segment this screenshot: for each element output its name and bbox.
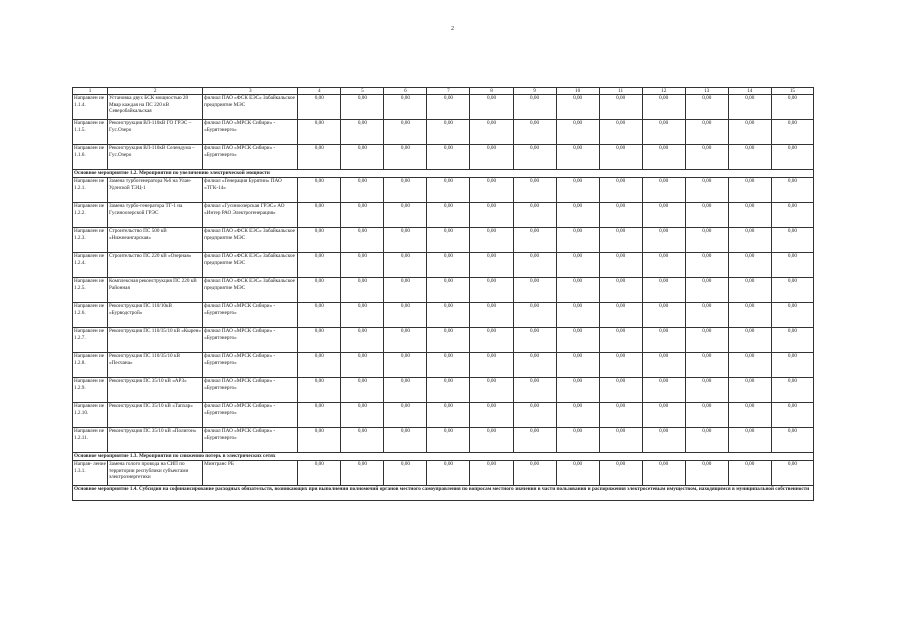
value-cell: 0,00 bbox=[470, 145, 513, 170]
section-row bbox=[73, 486, 814, 501]
value-cell: 0,00 bbox=[427, 120, 470, 145]
value-cell: 0,00 bbox=[642, 428, 685, 453]
header-cell: 14 bbox=[728, 88, 771, 95]
value-cell: 0,00 bbox=[642, 120, 685, 145]
value-cell: 0,00 bbox=[427, 403, 470, 428]
header-row bbox=[73, 88, 814, 95]
value-cell: 0,00 bbox=[556, 120, 599, 145]
executor: филиал ПАО «МРСК Сибири» - «Бурятэнерго» bbox=[203, 353, 298, 378]
header-cell: 11 bbox=[599, 88, 642, 95]
value-cell: 0,00 bbox=[685, 461, 728, 486]
value-cell: 0,00 bbox=[341, 378, 384, 403]
value-cell: 0,00 bbox=[470, 353, 513, 378]
measure-description: Замена турбогенератора №6 на Улан-Удэнской ТЭЦ-1 bbox=[108, 178, 203, 203]
section-row bbox=[73, 170, 814, 178]
value-cell: 0,00 bbox=[771, 253, 813, 278]
table-row bbox=[73, 428, 814, 453]
value-cell: 0,00 bbox=[427, 95, 470, 120]
value-cell: 0,00 bbox=[728, 228, 771, 253]
value-cell: 0,00 bbox=[298, 228, 341, 253]
value-cell: 0,00 bbox=[384, 278, 427, 303]
header-cell: 8 bbox=[470, 88, 513, 95]
value-cell: 0,00 bbox=[341, 353, 384, 378]
value-cell: 0,00 bbox=[771, 378, 813, 403]
value-cell: 0,00 bbox=[728, 120, 771, 145]
executor: филиал ПАО «МРСК Сибири» - «Бурятэнерго» bbox=[203, 378, 298, 403]
value-cell: 0,00 bbox=[513, 353, 556, 378]
value-cell: 0,00 bbox=[470, 228, 513, 253]
value-cell: 0,00 bbox=[642, 178, 685, 203]
value-cell: 0,00 bbox=[642, 353, 685, 378]
value-cell: 0,00 bbox=[298, 95, 341, 120]
executor: филиал ПАО «МРСК Сибири» - «Бурятэнерго» bbox=[203, 120, 298, 145]
value-cell: 0,00 bbox=[556, 403, 599, 428]
value-cell: 0,00 bbox=[771, 461, 813, 486]
value-cell: 0,00 bbox=[685, 120, 728, 145]
value-cell: 0,00 bbox=[384, 461, 427, 486]
value-cell: 0,00 bbox=[341, 428, 384, 453]
value-cell: 0,00 bbox=[384, 228, 427, 253]
value-cell: 0,00 bbox=[685, 95, 728, 120]
measure-description: Реконструкция ПС 35/10 кВ «АРЗ» bbox=[108, 378, 203, 403]
value-cell: 0,00 bbox=[427, 461, 470, 486]
value-cell: 0,00 bbox=[599, 178, 642, 203]
value-cell: 0,00 bbox=[599, 203, 642, 228]
value-cell: 0,00 bbox=[513, 145, 556, 170]
value-cell: 0,00 bbox=[685, 278, 728, 303]
value-cell: 0,00 bbox=[513, 228, 556, 253]
value-cell: 0,00 bbox=[298, 145, 341, 170]
value-cell: 0,00 bbox=[771, 303, 813, 328]
value-cell: 0,00 bbox=[771, 228, 813, 253]
value-cell: 0,00 bbox=[513, 253, 556, 278]
header-cell: 1 bbox=[73, 88, 108, 95]
value-cell: 0,00 bbox=[556, 178, 599, 203]
value-cell: 0,00 bbox=[556, 428, 599, 453]
value-cell: 0,00 bbox=[298, 178, 341, 203]
value-cell: 0,00 bbox=[728, 253, 771, 278]
measure-description: Строительство ПС 220 кВ «Озерная» bbox=[108, 253, 203, 278]
value-cell: 0,00 bbox=[685, 145, 728, 170]
value-cell: 0,00 bbox=[470, 403, 513, 428]
value-cell: 0,00 bbox=[470, 378, 513, 403]
section-title: Основное мероприятие 1.4. Субсидия на софинансирование расходных обязательств, возникающих при выполнении полномочий органов местного самоуправления по вопросам местного значения в части пользования и распоряжения электросетевым имуществом, находящимся в муниципальной собственности bbox=[73, 486, 814, 501]
value-cell: 0,00 bbox=[599, 353, 642, 378]
value-cell: 0,00 bbox=[771, 278, 813, 303]
measure-code: Направлен ие 1.1.6. bbox=[73, 145, 108, 170]
value-cell: 0,00 bbox=[298, 328, 341, 353]
value-cell: 0,00 bbox=[556, 303, 599, 328]
value-cell: 0,00 bbox=[771, 203, 813, 228]
executor: филиал ПАО «ФСК ЕЭС» Забайкальское предприятие МЭС bbox=[203, 228, 298, 253]
value-cell: 0,00 bbox=[384, 378, 427, 403]
value-cell: 0,00 bbox=[470, 461, 513, 486]
value-cell: 0,00 bbox=[599, 328, 642, 353]
value-cell: 0,00 bbox=[728, 353, 771, 378]
value-cell: 0,00 bbox=[470, 303, 513, 328]
executor: филиал ПАО «ФСК ЕЭС» Забайкальское предприятие МЭС bbox=[203, 278, 298, 303]
value-cell: 0,00 bbox=[470, 278, 513, 303]
value-cell: 0,00 bbox=[341, 120, 384, 145]
value-cell: 0,00 bbox=[341, 95, 384, 120]
value-cell: 0,00 bbox=[685, 203, 728, 228]
value-cell: 0,00 bbox=[556, 353, 599, 378]
header-cell: 10 bbox=[556, 88, 599, 95]
value-cell: 0,00 bbox=[298, 253, 341, 278]
measure-code: Направлен ие 1.2.4. bbox=[73, 253, 108, 278]
value-cell: 0,00 bbox=[685, 253, 728, 278]
value-cell: 0,00 bbox=[341, 278, 384, 303]
measure-code: Направлен ие 1.2.6. bbox=[73, 303, 108, 328]
value-cell: 0,00 bbox=[771, 428, 813, 453]
header-cell: 2 bbox=[108, 88, 203, 95]
value-cell: 0,00 bbox=[771, 145, 813, 170]
value-cell: 0,00 bbox=[771, 95, 813, 120]
section-title: Основное мероприятие 1.2. Мероприятия по увеличению электрической мощности bbox=[73, 170, 814, 178]
measure-description: Реконструкция ПС 110/10кВ «Бурводстрой» bbox=[108, 303, 203, 328]
value-cell: 0,00 bbox=[685, 353, 728, 378]
measure-code: Направлен ие 1.1.4. bbox=[73, 95, 108, 120]
value-cell: 0,00 bbox=[384, 328, 427, 353]
measure-description: Реконструкция ВЛ-110кВ Селендума – Гус.Озеро bbox=[108, 145, 203, 170]
measure-description: Строительство ПС 500 кВ «Нижнеангарская» bbox=[108, 228, 203, 253]
value-cell: 0,00 bbox=[556, 278, 599, 303]
value-cell: 0,00 bbox=[771, 120, 813, 145]
measure-description: Реконструкция ПС 110/35/10 кВ «Кырен» bbox=[108, 328, 203, 353]
value-cell: 0,00 bbox=[513, 378, 556, 403]
value-cell: 0,00 bbox=[642, 228, 685, 253]
value-cell: 0,00 bbox=[728, 328, 771, 353]
executor: филиал ПАО «ФСК ЕЭС» Забайкальское предприятие МЭС bbox=[203, 95, 298, 120]
value-cell: 0,00 bbox=[298, 203, 341, 228]
value-cell: 0,00 bbox=[298, 278, 341, 303]
value-cell: 0,00 bbox=[298, 428, 341, 453]
value-cell: 0,00 bbox=[470, 203, 513, 228]
value-cell: 0,00 bbox=[513, 120, 556, 145]
measure-description: Замена голого провода на СИП по территории республики субъектами электроэнергетики bbox=[108, 461, 203, 486]
table-row bbox=[73, 278, 814, 303]
value-cell: 0,00 bbox=[513, 203, 556, 228]
value-cell: 0,00 bbox=[599, 278, 642, 303]
executor: филиал «Гусиноозерская ГРЭС» АО «Интер РАО Электрогенерация» bbox=[203, 203, 298, 228]
measure-description: Реконструкция ВЛ-110кВ ГО ГРЭС – Гус.Озеро bbox=[108, 120, 203, 145]
header-cell: 15 bbox=[771, 88, 813, 95]
page-number: 2 bbox=[451, 26, 454, 32]
value-cell: 0,00 bbox=[685, 403, 728, 428]
table-row bbox=[73, 353, 814, 378]
measure-code: Направлен ие 1.1.5. bbox=[73, 120, 108, 145]
value-cell: 0,00 bbox=[341, 228, 384, 253]
table-row bbox=[73, 378, 814, 403]
value-cell: 0,00 bbox=[728, 461, 771, 486]
value-cell: 0,00 bbox=[685, 228, 728, 253]
value-cell: 0,00 bbox=[341, 203, 384, 228]
value-cell: 0,00 bbox=[728, 403, 771, 428]
measure-description: Реконструкция ПС 35/10 кВ «Полигон» bbox=[108, 428, 203, 453]
value-cell: 0,00 bbox=[384, 178, 427, 203]
section-title: Основное мероприятие 1.3. Мероприятия по снижению потерь в электрических сетях bbox=[73, 453, 814, 461]
value-cell: 0,00 bbox=[685, 328, 728, 353]
value-cell: 0,00 bbox=[771, 328, 813, 353]
value-cell: 0,00 bbox=[341, 303, 384, 328]
value-cell: 0,00 bbox=[384, 253, 427, 278]
measure-code: Направлен ие 1.2.9. bbox=[73, 378, 108, 403]
value-cell: 0,00 bbox=[384, 353, 427, 378]
measure-code: Направлен ие 1.2.1. bbox=[73, 178, 108, 203]
header-cell: 7 bbox=[427, 88, 470, 95]
value-cell: 0,00 bbox=[384, 120, 427, 145]
value-cell: 0,00 bbox=[470, 95, 513, 120]
value-cell: 0,00 bbox=[427, 203, 470, 228]
value-cell: 0,00 bbox=[728, 278, 771, 303]
value-cell: 0,00 bbox=[599, 303, 642, 328]
value-cell: 0,00 bbox=[427, 228, 470, 253]
value-cell: 0,00 bbox=[427, 278, 470, 303]
executor: филиал ПАО «МРСК Сибири» - «Бурятэнерго» bbox=[203, 428, 298, 453]
measure-code: Направлен ие 1.2.2. bbox=[73, 203, 108, 228]
table-row bbox=[73, 120, 814, 145]
table-row bbox=[73, 403, 814, 428]
executor: филиал ПАО «МРСК Сибири» - «Бурятэнерго» bbox=[203, 403, 298, 428]
value-cell: 0,00 bbox=[599, 95, 642, 120]
value-cell: 0,00 bbox=[599, 403, 642, 428]
value-cell: 0,00 bbox=[556, 145, 599, 170]
value-cell: 0,00 bbox=[513, 278, 556, 303]
measures-table bbox=[72, 87, 814, 501]
value-cell: 0,00 bbox=[341, 461, 384, 486]
value-cell: 0,00 bbox=[599, 428, 642, 453]
value-cell: 0,00 bbox=[642, 95, 685, 120]
table-row bbox=[73, 145, 814, 170]
value-cell: 0,00 bbox=[427, 145, 470, 170]
value-cell: 0,00 bbox=[298, 461, 341, 486]
value-cell: 0,00 bbox=[427, 178, 470, 203]
value-cell: 0,00 bbox=[298, 120, 341, 145]
value-cell: 0,00 bbox=[642, 461, 685, 486]
value-cell: 0,00 bbox=[513, 403, 556, 428]
value-cell: 0,00 bbox=[298, 303, 341, 328]
executor: филиал ПАО «МРСК Сибири» - «Бурятэнерго» bbox=[203, 303, 298, 328]
value-cell: 0,00 bbox=[642, 145, 685, 170]
header-cell: 5 bbox=[341, 88, 384, 95]
header-cell: 12 bbox=[642, 88, 685, 95]
value-cell: 0,00 bbox=[384, 145, 427, 170]
value-cell: 0,00 bbox=[556, 378, 599, 403]
value-cell: 0,00 bbox=[470, 120, 513, 145]
value-cell: 0,00 bbox=[427, 378, 470, 403]
value-cell: 0,00 bbox=[513, 461, 556, 486]
measure-description: Реконструкция ПС 110/35/10 кВ «Песчана» bbox=[108, 353, 203, 378]
value-cell: 0,00 bbox=[642, 403, 685, 428]
value-cell: 0,00 bbox=[384, 428, 427, 453]
table-row bbox=[73, 203, 814, 228]
value-cell: 0,00 bbox=[771, 353, 813, 378]
value-cell: 0,00 bbox=[642, 328, 685, 353]
section-row bbox=[73, 453, 814, 461]
value-cell: 0,00 bbox=[771, 178, 813, 203]
value-cell: 0,00 bbox=[341, 178, 384, 203]
value-cell: 0,00 bbox=[642, 203, 685, 228]
value-cell: 0,00 bbox=[427, 253, 470, 278]
measure-code: Направлен ие 1.2.7. bbox=[73, 328, 108, 353]
value-cell: 0,00 bbox=[642, 303, 685, 328]
value-cell: 0,00 bbox=[341, 145, 384, 170]
measure-code: Направлен ие 1.2.8. bbox=[73, 353, 108, 378]
measure-code: Направ- ление 1.3.1. bbox=[73, 461, 108, 486]
measure-description: Реконструкция ПС 35/10 кВ «Тапхар» bbox=[108, 403, 203, 428]
value-cell: 0,00 bbox=[642, 378, 685, 403]
executor: филиал «Генерация Бурятии» ПАО «ТГК-14» bbox=[203, 178, 298, 203]
executor: Минтранс РБ bbox=[203, 461, 298, 486]
value-cell: 0,00 bbox=[513, 328, 556, 353]
table-row bbox=[73, 228, 814, 253]
value-cell: 0,00 bbox=[599, 461, 642, 486]
header-cell: 3 bbox=[203, 88, 298, 95]
value-cell: 0,00 bbox=[513, 95, 556, 120]
value-cell: 0,00 bbox=[685, 303, 728, 328]
value-cell: 0,00 bbox=[384, 303, 427, 328]
value-cell: 0,00 bbox=[728, 428, 771, 453]
table-row bbox=[73, 328, 814, 353]
value-cell: 0,00 bbox=[384, 403, 427, 428]
executor: филиал ПАО «ФСК ЕЭС» Забайкальское предприятие МЭС bbox=[203, 253, 298, 278]
table-row bbox=[73, 95, 814, 120]
value-cell: 0,00 bbox=[341, 403, 384, 428]
table-row bbox=[73, 461, 814, 486]
value-cell: 0,00 bbox=[427, 303, 470, 328]
value-cell: 0,00 bbox=[728, 303, 771, 328]
value-cell: 0,00 bbox=[513, 428, 556, 453]
value-cell: 0,00 bbox=[599, 120, 642, 145]
table-row bbox=[73, 253, 814, 278]
measure-description: Комплексная реконструкция ПС 220 кВ Районная bbox=[108, 278, 203, 303]
value-cell: 0,00 bbox=[298, 353, 341, 378]
value-cell: 0,00 bbox=[685, 428, 728, 453]
value-cell: 0,00 bbox=[427, 328, 470, 353]
value-cell: 0,00 bbox=[556, 228, 599, 253]
value-cell: 0,00 bbox=[427, 428, 470, 453]
value-cell: 0,00 bbox=[298, 403, 341, 428]
value-cell: 0,00 bbox=[556, 328, 599, 353]
value-cell: 0,00 bbox=[556, 253, 599, 278]
value-cell: 0,00 bbox=[771, 403, 813, 428]
value-cell: 0,00 bbox=[599, 228, 642, 253]
value-cell: 0,00 bbox=[513, 178, 556, 203]
value-cell: 0,00 bbox=[599, 378, 642, 403]
value-cell: 0,00 bbox=[556, 461, 599, 486]
table-row bbox=[73, 303, 814, 328]
header-cell: 9 bbox=[513, 88, 556, 95]
value-cell: 0,00 bbox=[298, 378, 341, 403]
value-cell: 0,00 bbox=[685, 378, 728, 403]
value-cell: 0,00 bbox=[728, 145, 771, 170]
value-cell: 0,00 bbox=[513, 303, 556, 328]
header-cell: 6 bbox=[384, 88, 427, 95]
value-cell: 0,00 bbox=[341, 328, 384, 353]
value-cell: 0,00 bbox=[642, 278, 685, 303]
value-cell: 0,00 bbox=[685, 178, 728, 203]
value-cell: 0,00 bbox=[728, 203, 771, 228]
value-cell: 0,00 bbox=[728, 95, 771, 120]
measure-code: Направлен ие 1.2.5. bbox=[73, 278, 108, 303]
value-cell: 0,00 bbox=[341, 253, 384, 278]
header-cell: 4 bbox=[298, 88, 341, 95]
measure-description: Установка двух БСК мощностью 20 Мвар каждая на ПС 220 кВ Северобайкальская bbox=[108, 95, 203, 120]
value-cell: 0,00 bbox=[599, 253, 642, 278]
measure-code: Направлен ие 1.2.3. bbox=[73, 228, 108, 253]
value-cell: 0,00 bbox=[642, 253, 685, 278]
value-cell: 0,00 bbox=[728, 378, 771, 403]
header-cell: 13 bbox=[685, 88, 728, 95]
measure-description: Замена турбо-генератора ТГ-1 на Гусиноозерской ГРЭС bbox=[108, 203, 203, 228]
measure-code: Направлен ие 1.2.10. bbox=[73, 403, 108, 428]
value-cell: 0,00 bbox=[470, 178, 513, 203]
value-cell: 0,00 bbox=[556, 203, 599, 228]
value-cell: 0,00 bbox=[728, 178, 771, 203]
value-cell: 0,00 bbox=[470, 253, 513, 278]
value-cell: 0,00 bbox=[384, 203, 427, 228]
executor: филиал ПАО «МРСК Сибири» - «Бурятэнерго» bbox=[203, 328, 298, 353]
table-row bbox=[73, 178, 814, 203]
value-cell: 0,00 bbox=[470, 328, 513, 353]
value-cell: 0,00 bbox=[599, 145, 642, 170]
value-cell: 0,00 bbox=[384, 95, 427, 120]
value-cell: 0,00 bbox=[470, 428, 513, 453]
value-cell: 0,00 bbox=[427, 353, 470, 378]
executor: филиал ПАО «МРСК Сибири» - «Бурятэнерго» bbox=[203, 145, 298, 170]
value-cell: 0,00 bbox=[556, 95, 599, 120]
measure-code: Направлен ие 1.2.11. bbox=[73, 428, 108, 453]
